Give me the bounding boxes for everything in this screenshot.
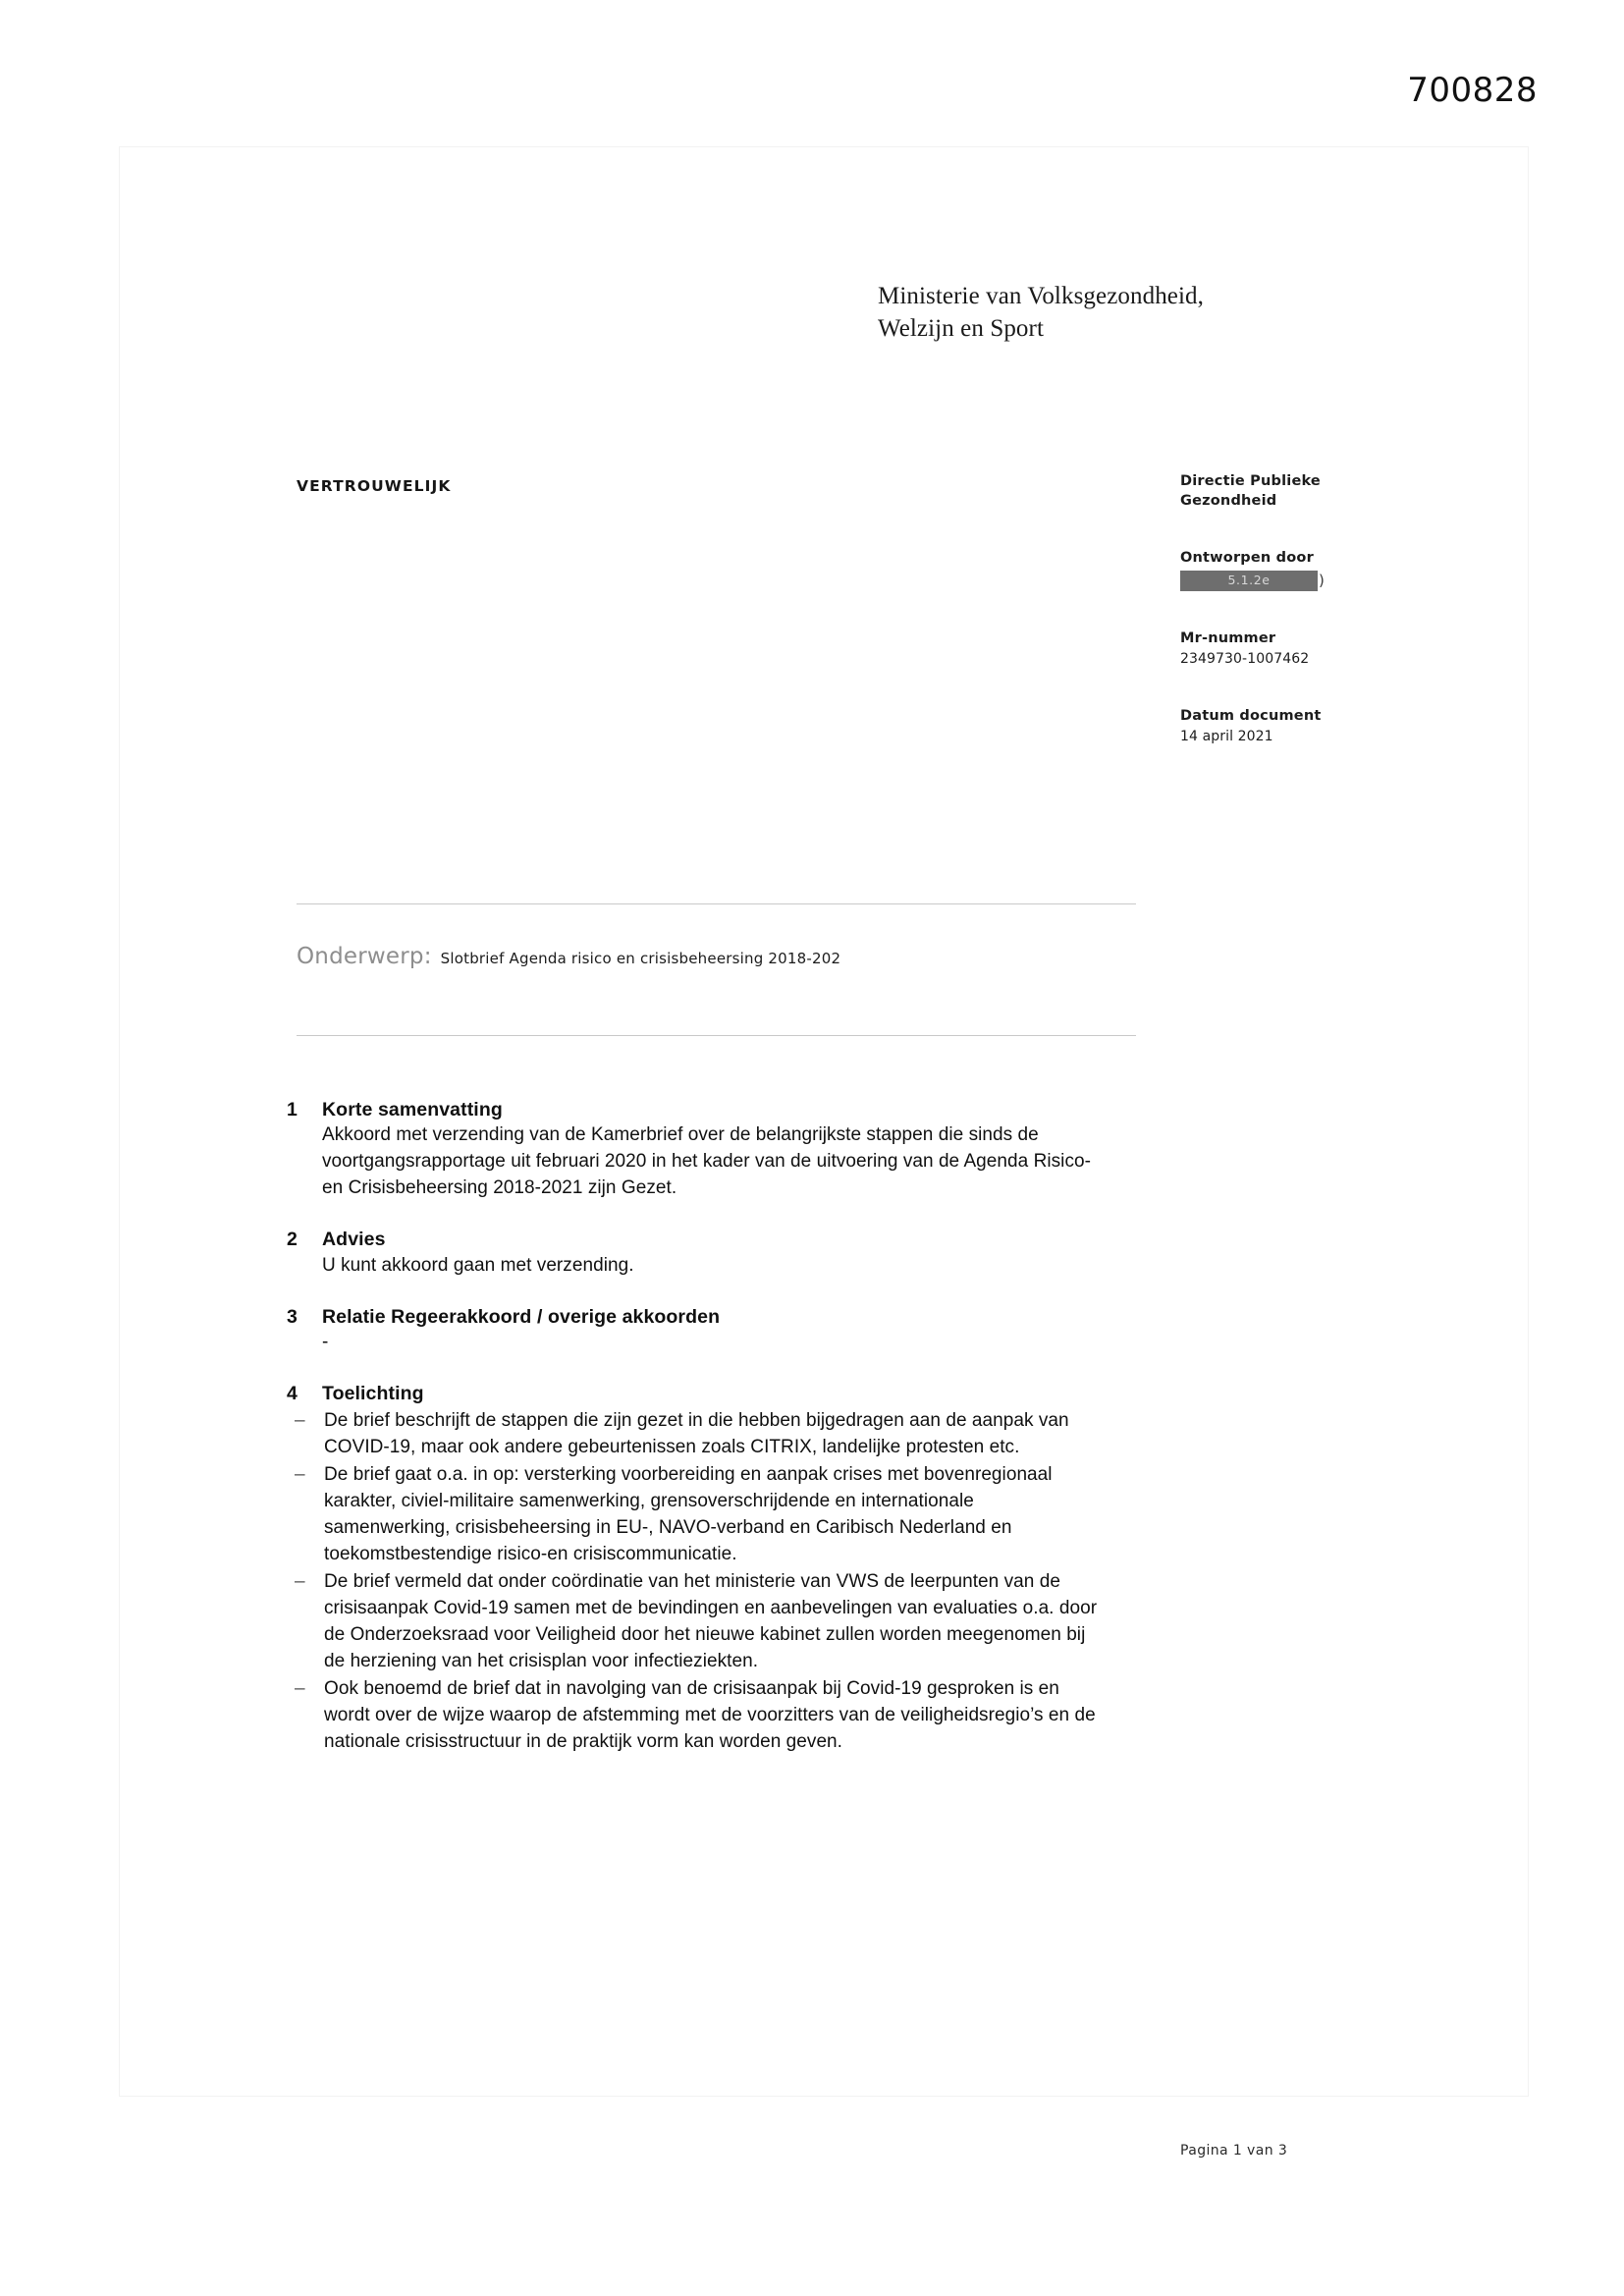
list-item [287,1569,1102,1675]
bullet-text: Ook benoemd de brief dat in navolging van de crisisaanpak bij Covid-19 gesproken is en wordt over de wijze waarop de afstemming met de voorzitters van de veiligheidsregio’s en de nationale crisisstructuur in de praktijk vorm kan worden geven. [324,1677,1096,1752]
reference-value: 2349730-1007462 [1180,650,1310,667]
section-body [322,1122,1102,1202]
document-body [287,1098,1102,1757]
subject-label: Onderwerp: [297,944,432,969]
subject-line [297,944,840,969]
section-paragraph: U kunt akkoord gaan met verzending. [322,1254,634,1276]
section-heading [287,1305,1102,1330]
section-paragraph: - [322,1331,329,1352]
bullet-text: De brief beschrijft de stappen die zijn gezet in die hebben bijgedragen aan de aanpak van COVID-19, maar ook andere gebeurtenissen zoals CITRIX, landelijke protesten etc. [324,1410,1069,1458]
section-number: 3 [287,1305,298,1328]
section-number: 1 [287,1099,298,1121]
section-title: Advies [322,1229,386,1251]
meta-document-date [1180,706,1406,747]
section-title: Relatie Regeerakkoord / overige akkoorden [322,1305,721,1328]
subject-rule-top [297,903,1136,904]
list-item [287,1462,1102,1568]
bullet-marker: – [295,1464,305,1486]
author-trailing-paren: ) [1319,572,1325,590]
bullet-text: De brief vermeld dat onder coördinatie van het ministerie van VWS de leerpunten van de crisisaanpak Covid-19 samen met de bevindingen en aanbevelingen van evaluaties o.a. door de Onderzoeksraad voor Veiligheid door het nieuwe kabinet zullen worden meegenomen bij de herziening van het crisisplan voor infectieziekten. [324,1571,1098,1671]
section-advies [287,1228,1102,1279]
section-heading [287,1098,1102,1122]
subject-value: Slotbrief Agenda risico en crisisbeheersing 2018-202 [440,950,841,967]
list-item [287,1676,1102,1756]
document-metadata-column [1180,471,1406,747]
section-body [322,1253,1102,1280]
bullet-marker: – [295,1571,305,1593]
section-title: Korte samenvatting [322,1099,503,1121]
document-number: 700828 [1407,71,1538,110]
reference-label: Mr-nummer [1180,629,1276,646]
confidentiality-stamp: VERTROUWELIJK [297,477,452,495]
directorate-title-line-2: Gezondheid [1180,493,1277,509]
section-korte-samenvatting [287,1098,1102,1202]
author-label: Ontworpen door [1180,550,1314,566]
meta-directorate [1180,471,1406,511]
document-page [120,147,1528,2159]
redaction-bar: 5.1.2e [1180,571,1318,591]
list-item [287,1408,1102,1461]
meta-reference-number [1180,629,1406,670]
letterhead-line-2: Welzijn en Sport [878,315,1044,342]
section-paragraph: Akkoord met verzending van de Kamerbrief over de belangrijkste stappen die sinds de voortgangsrapportage uit februari 2020 in het kader van de uitvoering van de Agenda Risico- en Crisisbeheersing 2018-2021 zijn Gezet. [322,1124,1092,1199]
letterhead-line-1: Ministerie van Volksgezondheid, [878,283,1204,309]
date-value: 14 april 2021 [1180,729,1273,745]
bullet-marker: – [295,1410,305,1432]
ministry-letterhead [878,280,1204,345]
bullet-text: De brief gaat o.a. in op: versterking voorbereiding en aanpak crises met bovenregionaal karakter, civiel-militaire samenwerking, grensoverschrijdende en internationale samenwerking, crisisbeheersing in EU-, NAVO-verband en Caribisch Nederland en toekomstbestendige risico-en crisiscommunicatie. [324,1464,1053,1565]
section-relatie-regeerakkoord [287,1305,1102,1356]
section-title: Toelichting [322,1382,424,1404]
subject-rule-bottom [297,1035,1136,1036]
toelichting-bullet-list [287,1408,1102,1756]
section-body [322,1330,1102,1356]
section-number: 2 [287,1229,298,1251]
author-redaction-row [1180,571,1406,591]
directorate-title-line-1: Directie Publieke [1180,473,1321,489]
date-label: Datum document [1180,708,1322,725]
section-number: 4 [287,1382,298,1404]
section-toelichting [287,1382,1102,1756]
section-heading [287,1228,1102,1252]
page-footer: Pagina 1 van 3 [1180,2143,1288,2159]
section-heading [287,1382,1102,1406]
meta-author [1180,548,1406,591]
bullet-marker: – [295,1677,305,1699]
